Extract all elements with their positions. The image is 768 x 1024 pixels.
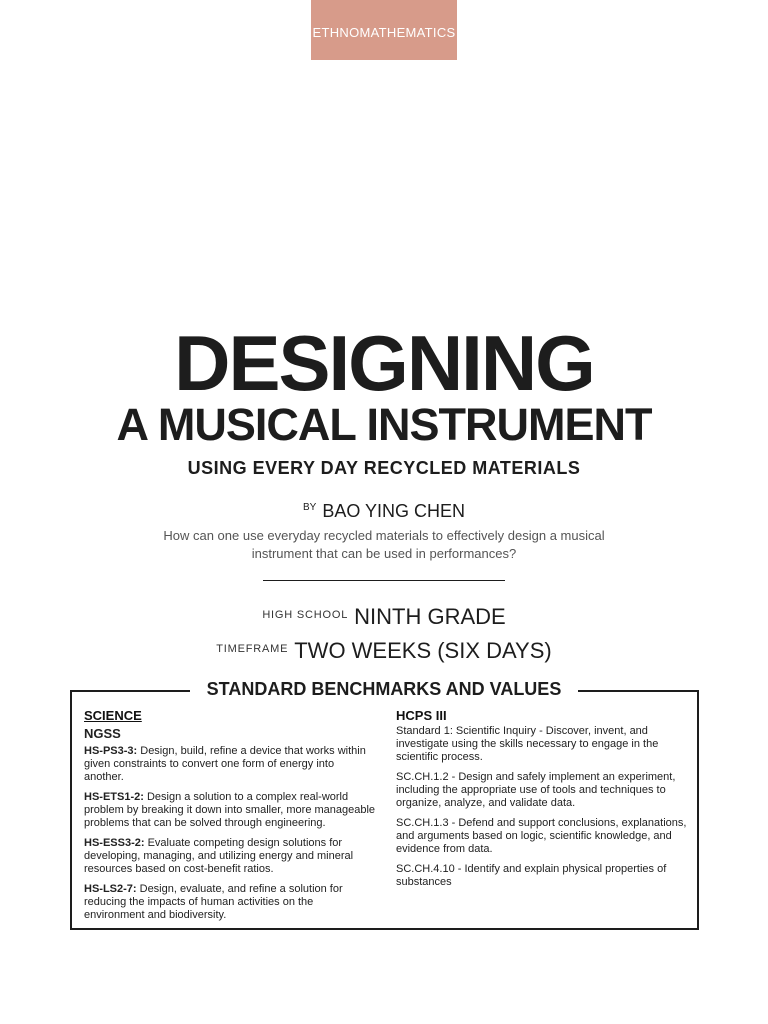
grade-level-row bbox=[0, 601, 768, 634]
science-column bbox=[84, 707, 376, 929]
list-item bbox=[84, 745, 376, 784]
standard-text: Defend and support conclusions, explanations, and arguments based on logic, scientific knowledge, and evidence from data. bbox=[396, 817, 687, 855]
list-item bbox=[84, 837, 376, 876]
grade-level-label: HIGH SCHOOL bbox=[262, 609, 349, 621]
standard-text: Design, build, refine a device that works within given constraints to convert one form of energy into another. bbox=[84, 745, 366, 783]
standard-code: HS-ETS1-2: bbox=[84, 791, 144, 803]
standard-text: Discover, invent, and investigate using the skills necessary to engage in the scientific process. bbox=[396, 725, 659, 763]
standard-code: HS-PS3-3: bbox=[84, 745, 138, 757]
standard-code: HS-ESS3-2: bbox=[84, 837, 145, 849]
list-item bbox=[84, 791, 376, 830]
byline bbox=[0, 496, 768, 523]
list-item bbox=[84, 883, 376, 922]
standard-text: Design a solution to a complex real-world problem by breaking it down into smaller, more manageable problems that can be solved through engineering. bbox=[84, 791, 376, 829]
list-item bbox=[396, 817, 688, 856]
grade-level-value: NINTH GRADE bbox=[354, 604, 506, 629]
ngss-heading: NGSS bbox=[84, 726, 121, 741]
list-item bbox=[396, 725, 688, 764]
timeframe-label: TIMEFRAME bbox=[216, 643, 289, 655]
page-subtitle: USING EVERY DAY RECYCLED MATERIALS bbox=[187, 458, 581, 478]
page-title-secondary: A MUSICAL INSTRUMENT bbox=[116, 399, 652, 450]
list-item bbox=[396, 863, 688, 889]
byline-prefix: BY bbox=[302, 502, 317, 513]
benchmarks-title: STANDARD BENCHMARKS AND VALUES bbox=[190, 678, 578, 700]
hcps-heading: HCPS III bbox=[396, 708, 447, 723]
standard-code: Standard 1: Scientific Inquiry - bbox=[396, 725, 543, 737]
standard-code: SC.CH.1.3 - bbox=[396, 817, 456, 829]
guiding-question: How can one use everyday recycled materials to effectively design a musical instrument that can be used in performances? bbox=[163, 528, 605, 561]
standard-code: HS-LS2-7: bbox=[84, 883, 137, 895]
standard-code: SC.CH.4.10 - bbox=[396, 863, 462, 875]
author-name: BAO YING CHEN bbox=[322, 501, 466, 521]
list-item bbox=[396, 771, 688, 810]
timeframe-value: TWO WEEKS (SIX DAYS) bbox=[294, 638, 552, 663]
hcps-column bbox=[396, 707, 688, 896]
standard-text: Design, evaluate, and refine a solution for reducing the impacts of human activities on the environment and biodiversity. bbox=[84, 883, 343, 921]
science-heading: SCIENCE bbox=[84, 708, 142, 723]
timeframe-row bbox=[0, 635, 768, 668]
standard-code: SC.CH.1.2 - bbox=[396, 771, 456, 783]
divider bbox=[263, 580, 505, 581]
standard-text: Evaluate competing design solutions for developing, managing, and utilizing energy and mineral resources based on cost-benefit ratios. bbox=[84, 837, 354, 875]
standard-text: Design and safely implement an experiment, including the appropriate use of tools and techniques to organize, analyze, and validate data. bbox=[396, 771, 676, 809]
standard-text: Identify and explain physical properties of substances bbox=[396, 863, 667, 888]
page-title: DESIGNING bbox=[174, 319, 594, 407]
section-tag: ETHNOMATHEMATICS bbox=[311, 0, 457, 60]
